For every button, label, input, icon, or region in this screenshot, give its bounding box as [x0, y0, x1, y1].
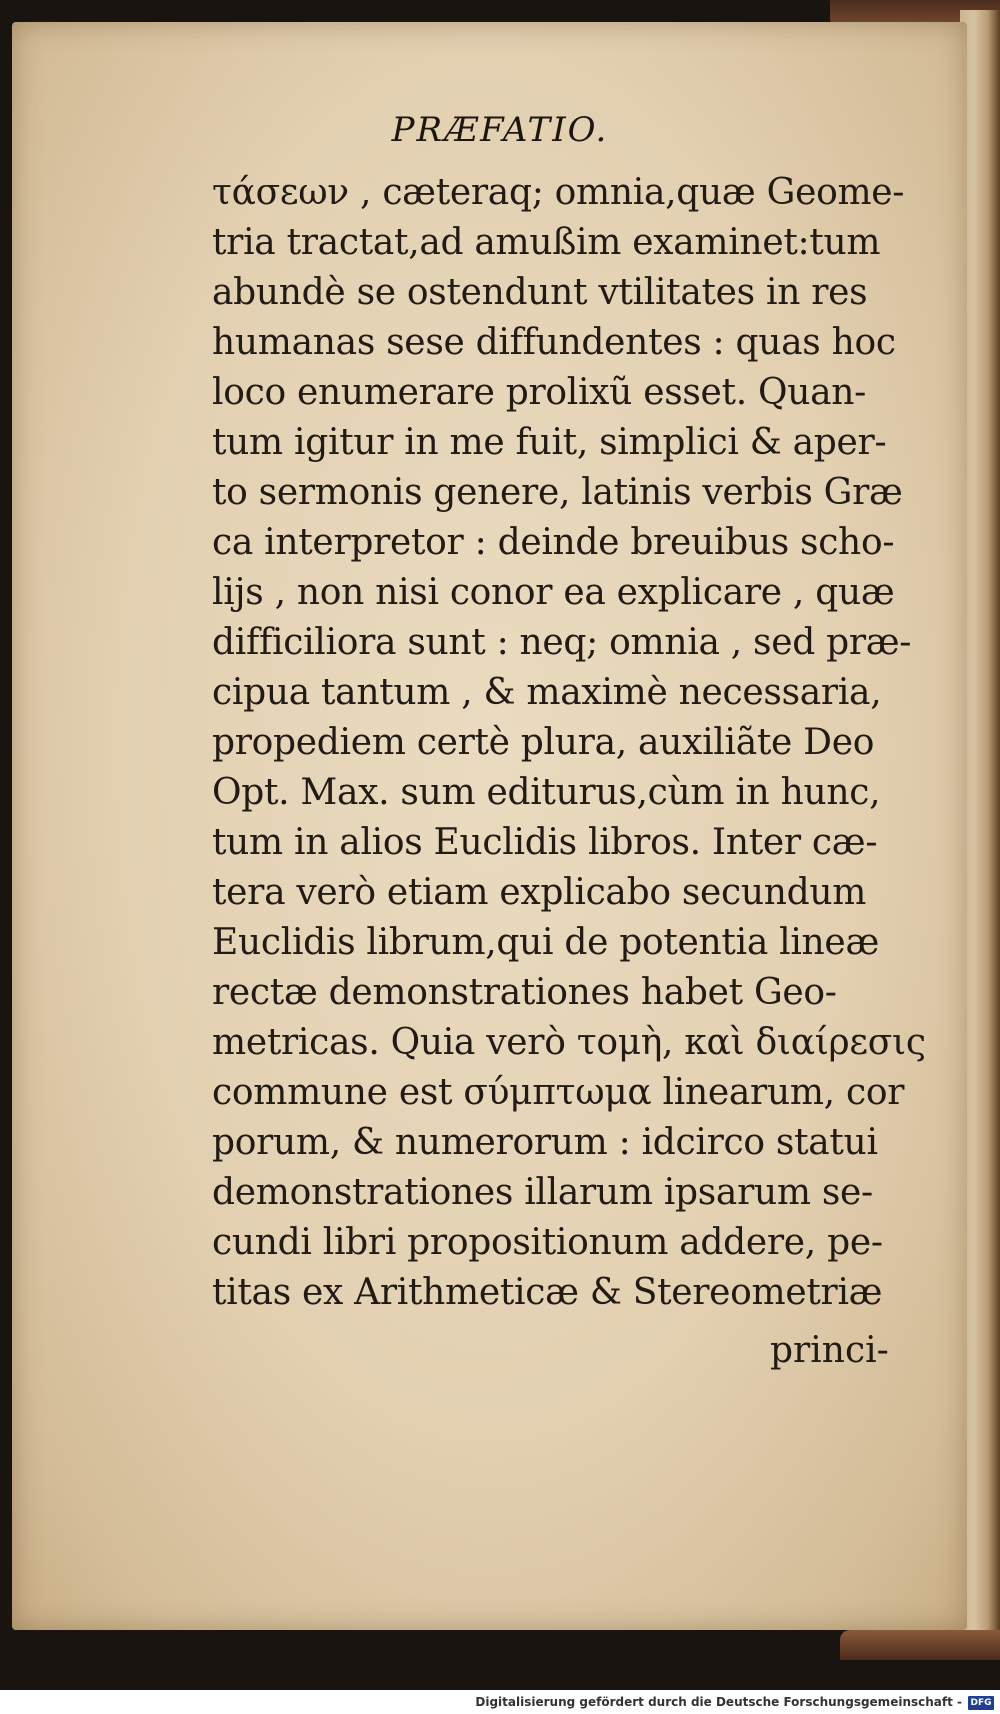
running-header: PRÆFATIO. [391, 110, 609, 150]
body-text [212, 168, 926, 1318]
text-line: difficiliora sunt : neq; omnia , sed præ- [212, 622, 912, 663]
text-line: propediem certè plura, auxiliãte Deo [212, 722, 875, 763]
book-cover-bottom [840, 1630, 1000, 1660]
text-line: ca interpretor : deinde breuibus scho- [212, 522, 895, 563]
text-line: lijs , non nisi conor ea explicare , quæ [212, 572, 895, 613]
text-line: Opt. Max. sum editurus,cùm in hunc, [212, 772, 881, 813]
funding-credit: Digitalisierung gefördert durch die Deutsche Forschungsgemeinschaft - [475, 1695, 962, 1709]
text-line: tum in alios Euclidis libros. Inter cæ- [212, 822, 878, 863]
text-line: tera verò etiam explicabo secundum [212, 872, 867, 913]
digitization-footer [0, 1690, 1000, 1714]
text-line: to sermonis genere, latinis verbis Græ [212, 472, 903, 513]
text-line: tum igitur in me fuit, simplici & aper- [212, 422, 887, 463]
text-line: cipua tantum , & maximè necessaria, [212, 672, 882, 713]
text-line: abundè se ostendunt vtilitates in res [212, 272, 868, 313]
text-line: tria tractat,ad amußim examinet:tum [212, 222, 881, 263]
text-line: titas ex Arithmeticæ & Stereometriæ [212, 1272, 883, 1313]
text-line: rectæ demonstrationes habet Geo- [212, 972, 837, 1013]
text-line: cundi libri propositionum addere, pe- [212, 1222, 883, 1263]
text-line: loco enumerare prolixũ esset. Quan- [212, 372, 867, 413]
text-line: commune est σύμπτωμα linearum, cor [212, 1072, 905, 1113]
text-line: humanas sese diffundentes : quas hoc [212, 322, 896, 363]
text-line: demonstrationes illarum ipsarum se- [212, 1172, 873, 1213]
text-line: τάσεων , cæteraq; omnia,quæ Geome- [212, 172, 905, 213]
catchword: princi- [770, 1330, 889, 1371]
text-line: Euclidis librum,qui de potentia lineæ [212, 922, 879, 963]
text-line: porum, & numerorum : idcirco statui [212, 1122, 878, 1163]
dfg-logo: DFG [968, 1696, 994, 1710]
text-line: metricas. Quia verò τομὴ, καὶ διαίρεσις [212, 1022, 926, 1063]
